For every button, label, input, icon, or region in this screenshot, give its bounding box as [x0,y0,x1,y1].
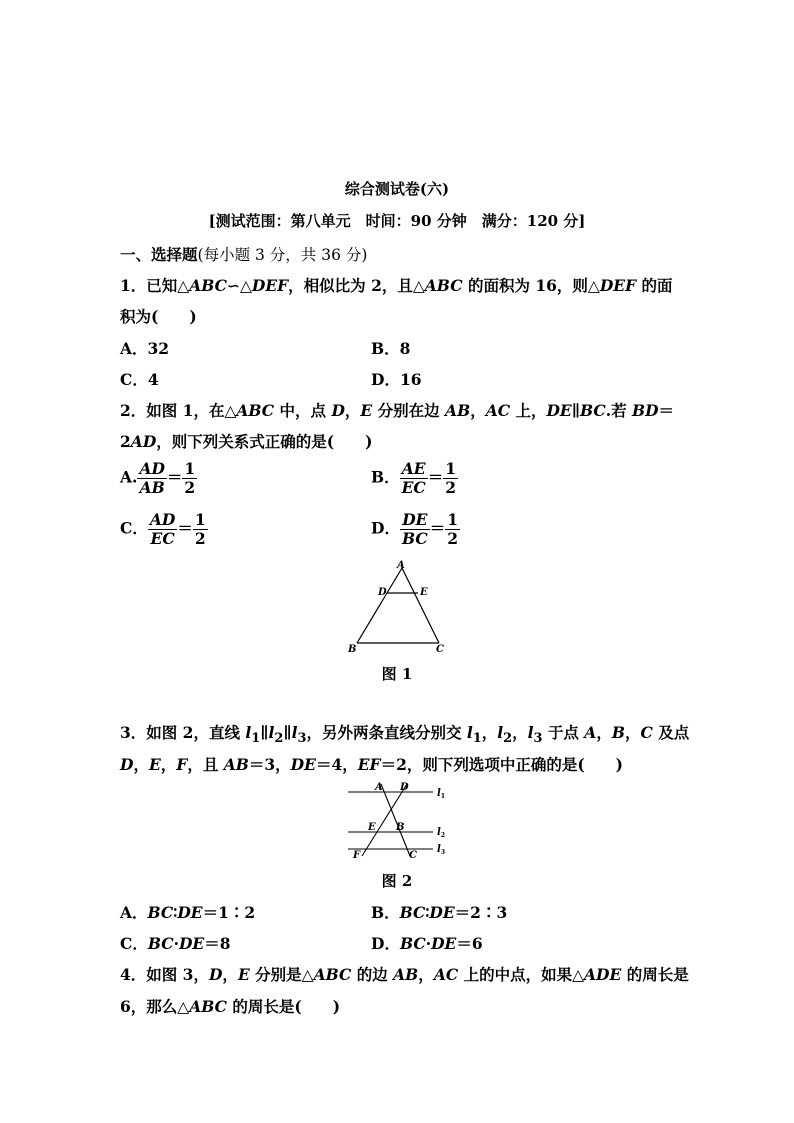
label-d: D [378,587,387,598]
q1-var: DEF [599,276,637,295]
section-title: 一、选择题 [120,245,198,264]
q1-var: DEF [251,276,289,295]
denominator: EC [150,528,175,548]
q3-var: DE [290,755,316,774]
q2-var: AB [445,401,471,420]
denominator: 2 [194,528,206,548]
figure-2-caption: 图 2 [381,872,413,890]
q3-line1 [120,721,689,746]
q3-text: ， [133,755,149,774]
fraction [137,460,166,497]
q2-text: ∥ [571,401,580,420]
option-var: BC [399,934,426,953]
option-op: ∶ [425,903,430,922]
q1-option-d: D．16 [371,370,422,389]
option-text: ＝1∶2 [202,903,256,922]
q3-option-b [371,901,507,923]
numerator: DE [400,511,430,530]
q4-var: ABC [189,997,227,1016]
q2-text: ，则下列关系式正确的是( ) [156,432,373,451]
q3-sub: 2 [503,731,513,747]
q2-option-a [120,460,197,497]
q1-var: ABC [189,276,227,295]
q3-text: ， [624,723,641,742]
transversal-ac [381,784,410,856]
option-op: · [173,934,179,953]
numerator: 1 [194,510,206,529]
q2-var: BD [632,401,659,420]
figure-1-triangle [340,558,450,658]
section-heading [120,243,367,265]
denominator: EC [401,477,426,497]
label-f: F [353,850,361,861]
q4-text: 的周长是( ) [226,997,341,1016]
q2-var: AC [485,401,511,420]
q3-text: ，另外两条直线分别交 [306,723,467,742]
option-text: ＝8 [204,934,231,953]
option-prefix: C． [120,934,148,953]
q3-text: ∥ [283,723,292,742]
q4-line2 [120,995,340,1017]
q3-option-a [120,901,255,923]
label-e: E [368,822,376,833]
label-l3: $l_3$ [437,844,445,856]
fraction [445,511,460,548]
denominator: AB [139,477,165,497]
q3-var: AB [223,755,249,774]
q2-var: BC [579,401,606,420]
q1-line1 [120,274,673,296]
q3-var: l [268,723,275,742]
q2-var: D [331,401,345,420]
q1-text: 的面积为 16，则△ [462,276,600,295]
q3-var: l [527,723,534,742]
label-a: A [397,560,405,571]
option-text: ＝2∶3 [454,903,508,922]
q4-var: D [208,965,223,984]
q3-text: 3．如图 2，直线 [120,723,246,742]
equals-sign: ＝ [177,518,193,538]
label-l1: $l_1$ [437,788,445,800]
q3-sub: 3 [297,731,307,747]
q3-text: ， [160,755,177,774]
option-var: BC [399,903,426,922]
option-var: DE [178,934,205,953]
q3-text: 于点 [542,723,585,742]
q3-text: ， [512,723,528,742]
q4-line1 [120,963,689,985]
q3-var: l [245,723,252,742]
q3-sub: 2 [274,731,284,747]
q3-var: E [148,755,161,774]
q3-text: ＝4， [315,755,358,774]
numerator: AE [400,460,428,479]
numerator: 1 [445,459,457,478]
q1-option-b: B．8 [371,339,411,358]
q4-var: ABC [313,965,352,984]
fraction [400,511,430,548]
label-b: B [348,644,357,655]
fraction [400,460,428,497]
q3-text: ∥ [260,723,269,742]
fraction [148,511,177,548]
option-var: DE [177,903,203,922]
label-d: D [400,782,409,793]
option-var: DE [431,934,457,953]
q1-text: 1．已知△ [120,276,190,295]
section-note: (每小题 3 分，共 36 分) [197,246,368,264]
equals-sign: ＝ [429,518,446,538]
q3-text: ＝2，则下列选项中正确的是( ) [380,755,624,774]
q4-text: 分别是△ [249,965,314,984]
q3-sub: 1 [472,731,482,747]
q4-var: AC [433,965,459,984]
q2-line1 [120,399,674,421]
option-prefix: B． [371,467,400,487]
q2-text: 上， [510,401,547,420]
option-op: ∶ [173,903,178,922]
q2-option-c [120,511,208,548]
q1-text: 的面 [636,276,673,295]
q3-text: ， [596,723,612,742]
option-var: BC [147,903,174,922]
q4-text: ， [222,965,238,984]
denominator: 2 [445,477,457,497]
equals-sign: ＝ [166,467,183,487]
q3-option-d [371,932,483,954]
q4-text: 4．如图 3， [120,965,209,984]
option-var: BC [147,934,174,953]
option-prefix: D． [371,934,400,953]
q3-var: A [584,723,597,742]
q2-line2 [120,430,372,452]
q1-line2: 积为( ) [120,307,197,326]
label-e: E [420,587,428,598]
q3-text: ，且 [187,755,224,774]
q3-text: 及点 [652,723,690,742]
option-op: · [425,934,432,953]
q3-var: EF [357,755,381,774]
q4-var: AB [393,965,419,984]
transversal-df [362,784,407,856]
q2-text: .若 [605,401,632,420]
fraction [193,511,208,548]
q3-var: l [466,723,473,742]
q2-var: AD [130,432,157,451]
side-ab [357,568,402,643]
q3-option-c [120,932,231,954]
label-c: C [409,850,417,861]
figure-1-caption: 图 1 [381,665,413,683]
numerator: 1 [447,510,458,529]
q3-line2 [120,753,623,775]
q1-var: ABC [424,276,463,295]
denominator: 2 [447,528,458,548]
q2-option-d [371,511,460,548]
fraction [443,460,458,497]
exam-info: [测试范围：第八单元 时间：90 分钟 满分：120 分] [208,212,586,230]
side-ac [402,568,439,643]
fraction [182,460,197,497]
denominator: BC [401,528,428,548]
option-prefix: D． [371,518,400,538]
option-prefix: C． [120,518,148,538]
option-prefix: A． [120,903,148,922]
q1-text: ∽△ [226,276,252,295]
q2-option-b [371,460,458,497]
q1-option-c: C．4 [120,370,159,389]
equals-sign: ＝ [427,467,444,487]
q4-text: ， [418,965,434,984]
option-prefix: A. [120,467,138,487]
figure-2-parallel-lines [345,780,455,862]
q2-text: ， [344,401,361,420]
q3-text: ， [481,723,498,742]
q2-text: 2 [120,432,131,451]
q4-var: ADE [584,965,622,984]
q4-text: 上的中点，如果△ [458,965,585,984]
option-var: DE [429,903,455,922]
q4-var: E [237,965,250,984]
q1-option-a: A．32 [120,339,170,358]
q3-sub: 1 [251,731,261,747]
q4-text: 的周长是 [621,965,689,984]
q2-text: 中，点 [274,401,332,420]
label-c: C [436,644,444,655]
q2-text: 2．如图 1，在△ [120,401,237,420]
q3-var: C [640,723,653,742]
q3-text: ＝3， [248,755,291,774]
q4-text: 的边 [351,965,394,984]
q3-var: l [497,723,504,742]
numerator: AD [149,510,176,529]
q3-var: F [176,755,188,774]
q3-var: l [291,723,298,742]
q4-text: 6，那么△ [120,997,190,1016]
label-a: A [375,782,383,793]
q2-text: 分别在边 [372,401,446,420]
q1-text: ，相似比为 2，且△ [288,276,425,295]
option-text: ＝6 [456,934,483,953]
q3-sub: 3 [533,731,543,747]
label-b: B [396,822,405,833]
q2-var: E [360,401,373,420]
label-l2: $l_2$ [437,827,445,839]
q2-text: ， [470,401,486,420]
numerator: AD [139,459,165,478]
denominator: 2 [184,477,196,497]
option-prefix: B． [371,903,400,922]
q2-var: ABC [236,401,275,420]
q3-var: D [120,755,134,774]
q3-var: B [611,723,625,742]
q2-text: ＝ [658,401,675,420]
q2-var: DE [546,401,572,420]
numerator: 1 [184,459,196,478]
exam-title: 综合测试卷(六) [344,180,450,198]
